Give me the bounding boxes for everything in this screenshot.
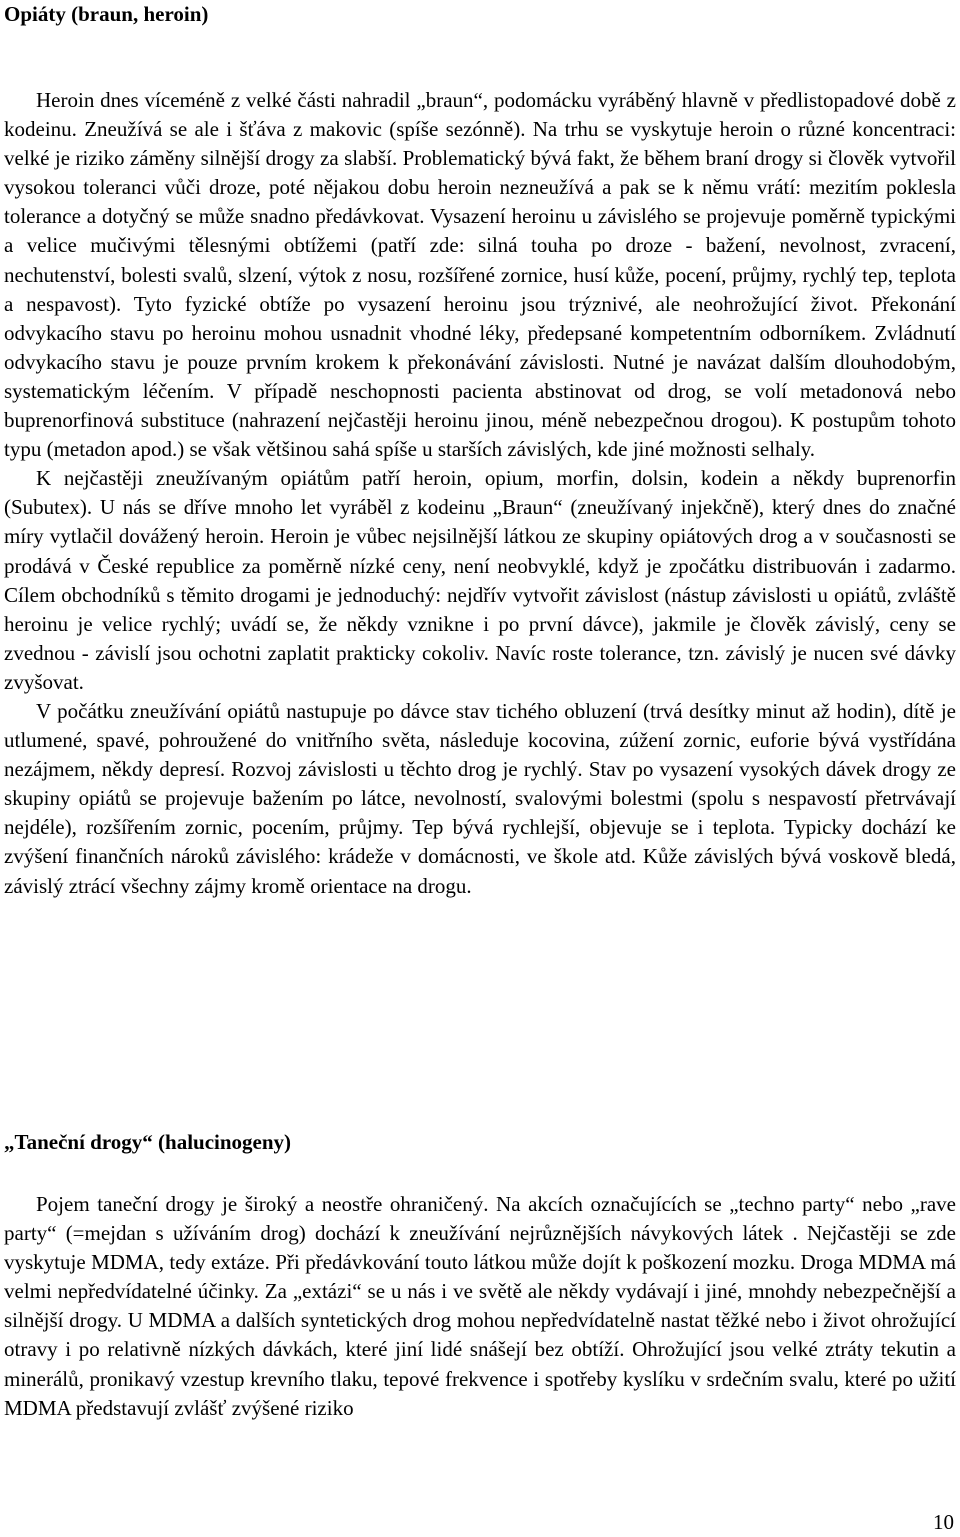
paragraph: K nejčastěji zneužívaným opiátům patří heroin, opium, morfin, dolsin, kodein a někdy buprenorfin (Subutex). U nás se dříve mnoho let vyráběl z kodeinu „Braun“ (zneužívaný injekčně), který dnes do značné míry vytlačil dovážený heroin. Heroin je vůbec nejsilnější látkou ze skupiny opiátových drog a v současnosti se prodává v České republice za poměrně nízké ceny, není neobvyklé, když je zpočátku distribuován i zadarmo. Cílem obchodníků s těmito drogami je jednoduchý: nejdřív vytvořit závislost (nástup závislosti u opiátů, zvláště heroinu je velice rychlý; uvádí se, že někdy vznikne i po první dávce), jakmile je člověk závislý, ceny se zvednou - závislí jsou ochotni zaplatit prakticky cokoliv. Navíc roste tolerance, tzn. závislý je nucen své dávky zvyšovat. [4,466,956,694]
section-heading-tanecni-drogy: „Taneční drogy“ (halucinogeny) [4,1130,292,1154]
section-body-tanecni-drogy [4,1190,956,1423]
paragraph: V počátku zneužívání opiátů nastupuje po dávce stav tichého obluzení (trvá desítky minut až hodin), dítě je utlumené, spavé, pohroužené do vnitřního světa, následuje kocovina, zúžení zornic, euforie bývá vystřídána nezájmem, někdy depresí. Rozvoj závislosti u těchto drog je rychlý. Stav po vysazení vysokých dávek drogy ze skupiny opiátů se projevuje bažením po látce, nevolností, svalovými bolestmi (spolu s nespavostí přetrvávají nejdéle), rozšířením zornic, pocením, průjmy. Tep bývá rychlejší, objevuje se i teplota. Typicky dochází ke zvýšení finančních nároků závislého: krádeže v domácnosti, ve škole atd. Kůže závislých bývá voskově bledá, závislý ztrácí všechny zájmy kromě orientace na drogu. [4,698,956,898]
page-number: 10 [933,1510,954,1534]
section-heading-opiaty: Opiáty (braun, heroin) [4,2,209,26]
document-page [4,0,956,1537]
section-body-opiaty [4,86,956,901]
paragraph: Heroin dnes víceméně z velké části nahradil „braun“, podomácku vyráběný hlavně v předlistopadové době z kodeinu. Zneužívá se ale i šťáva z makovic (spíše sezónně). Na trhu se vyskytuje heroin o různé koncentraci: velké je riziko záměny silnější drogy za slabší. Problematický bývá fakt, že během braní drogy si člověk vytvořil vysokou toleranci vůči droze, poté nějakou dobu heroin nezneužívá a pak se k němu vrátí: mezitím poklesla tolerance a dotyčný se může snadno předávkovat. Vysazení heroinu u závislého se projevuje poměrně typickými a velice mučivými tělesnými obtížemi (patří zde: silná touha po droze - bažení, nevolnost, zvracení, nechutenství, bolesti svalů, slzení, výtok z nosu, rozšířené zornice, husí kůže, pocení, průjmy, rychlý tep, teplota a nespavost). Tyto fyzické obtíže po vysazení heroinu jsou trýznivé, ale neohrožující život. Překonání odvykacího stavu po heroinu mohou usnadnit vhodné léky, předepsané kompetentním odborníkem. Zvládnutí odvykacího stavu je pouze prvním krokem k překonávání závislosti. Nutné je navázat dalším dlouhodobým, systematickým léčením. V případě neschopnosti pacienta abstinovat od drog, se volí metadonová nebo buprenorfinová substituce (nahrazení nejčastěji heroinu jinou, méně nebezpečnou drogou). K postupům tohoto typu (metadon apod.) se však většinou sahá spíše u starších závislých, kde jiné možnosti selhaly. [4,88,956,462]
paragraph: Pojem taneční drogy je široký a neostře ohraničený. Na akcích označujících se „techno party“ nebo „rave party“ (=mejdan s užíváním drog) dochází k zneužívání nejrůznějších návykových látek . Nejčastěji se zde vyskytuje MDMA, tedy extáze. Při předávkování touto látkou může dojít k poškození mozku. Droga MDMA má velmi nepředvídatelné účinky. Za „extázi“ se u nás i ve světě ale někdy vydávají i jiné, mnohdy nebezpečnější a silnější drogy. U MDMA a dalších syntetických drog mohou nepředvídatelně nastat těžké nebo i život ohrožující otravy i po relativně nízkých dávkách, které jiní lidé snášejí bez obtíží. Ohrožující jsou velké ztráty tekutin a minerálů, pronikavý vzestup krevního tlaku, tepové frekvence i spotřeby kyslíku v srdečním svalu, které po užití MDMA představují zvlášť zvýšené riziko [4,1192,956,1420]
